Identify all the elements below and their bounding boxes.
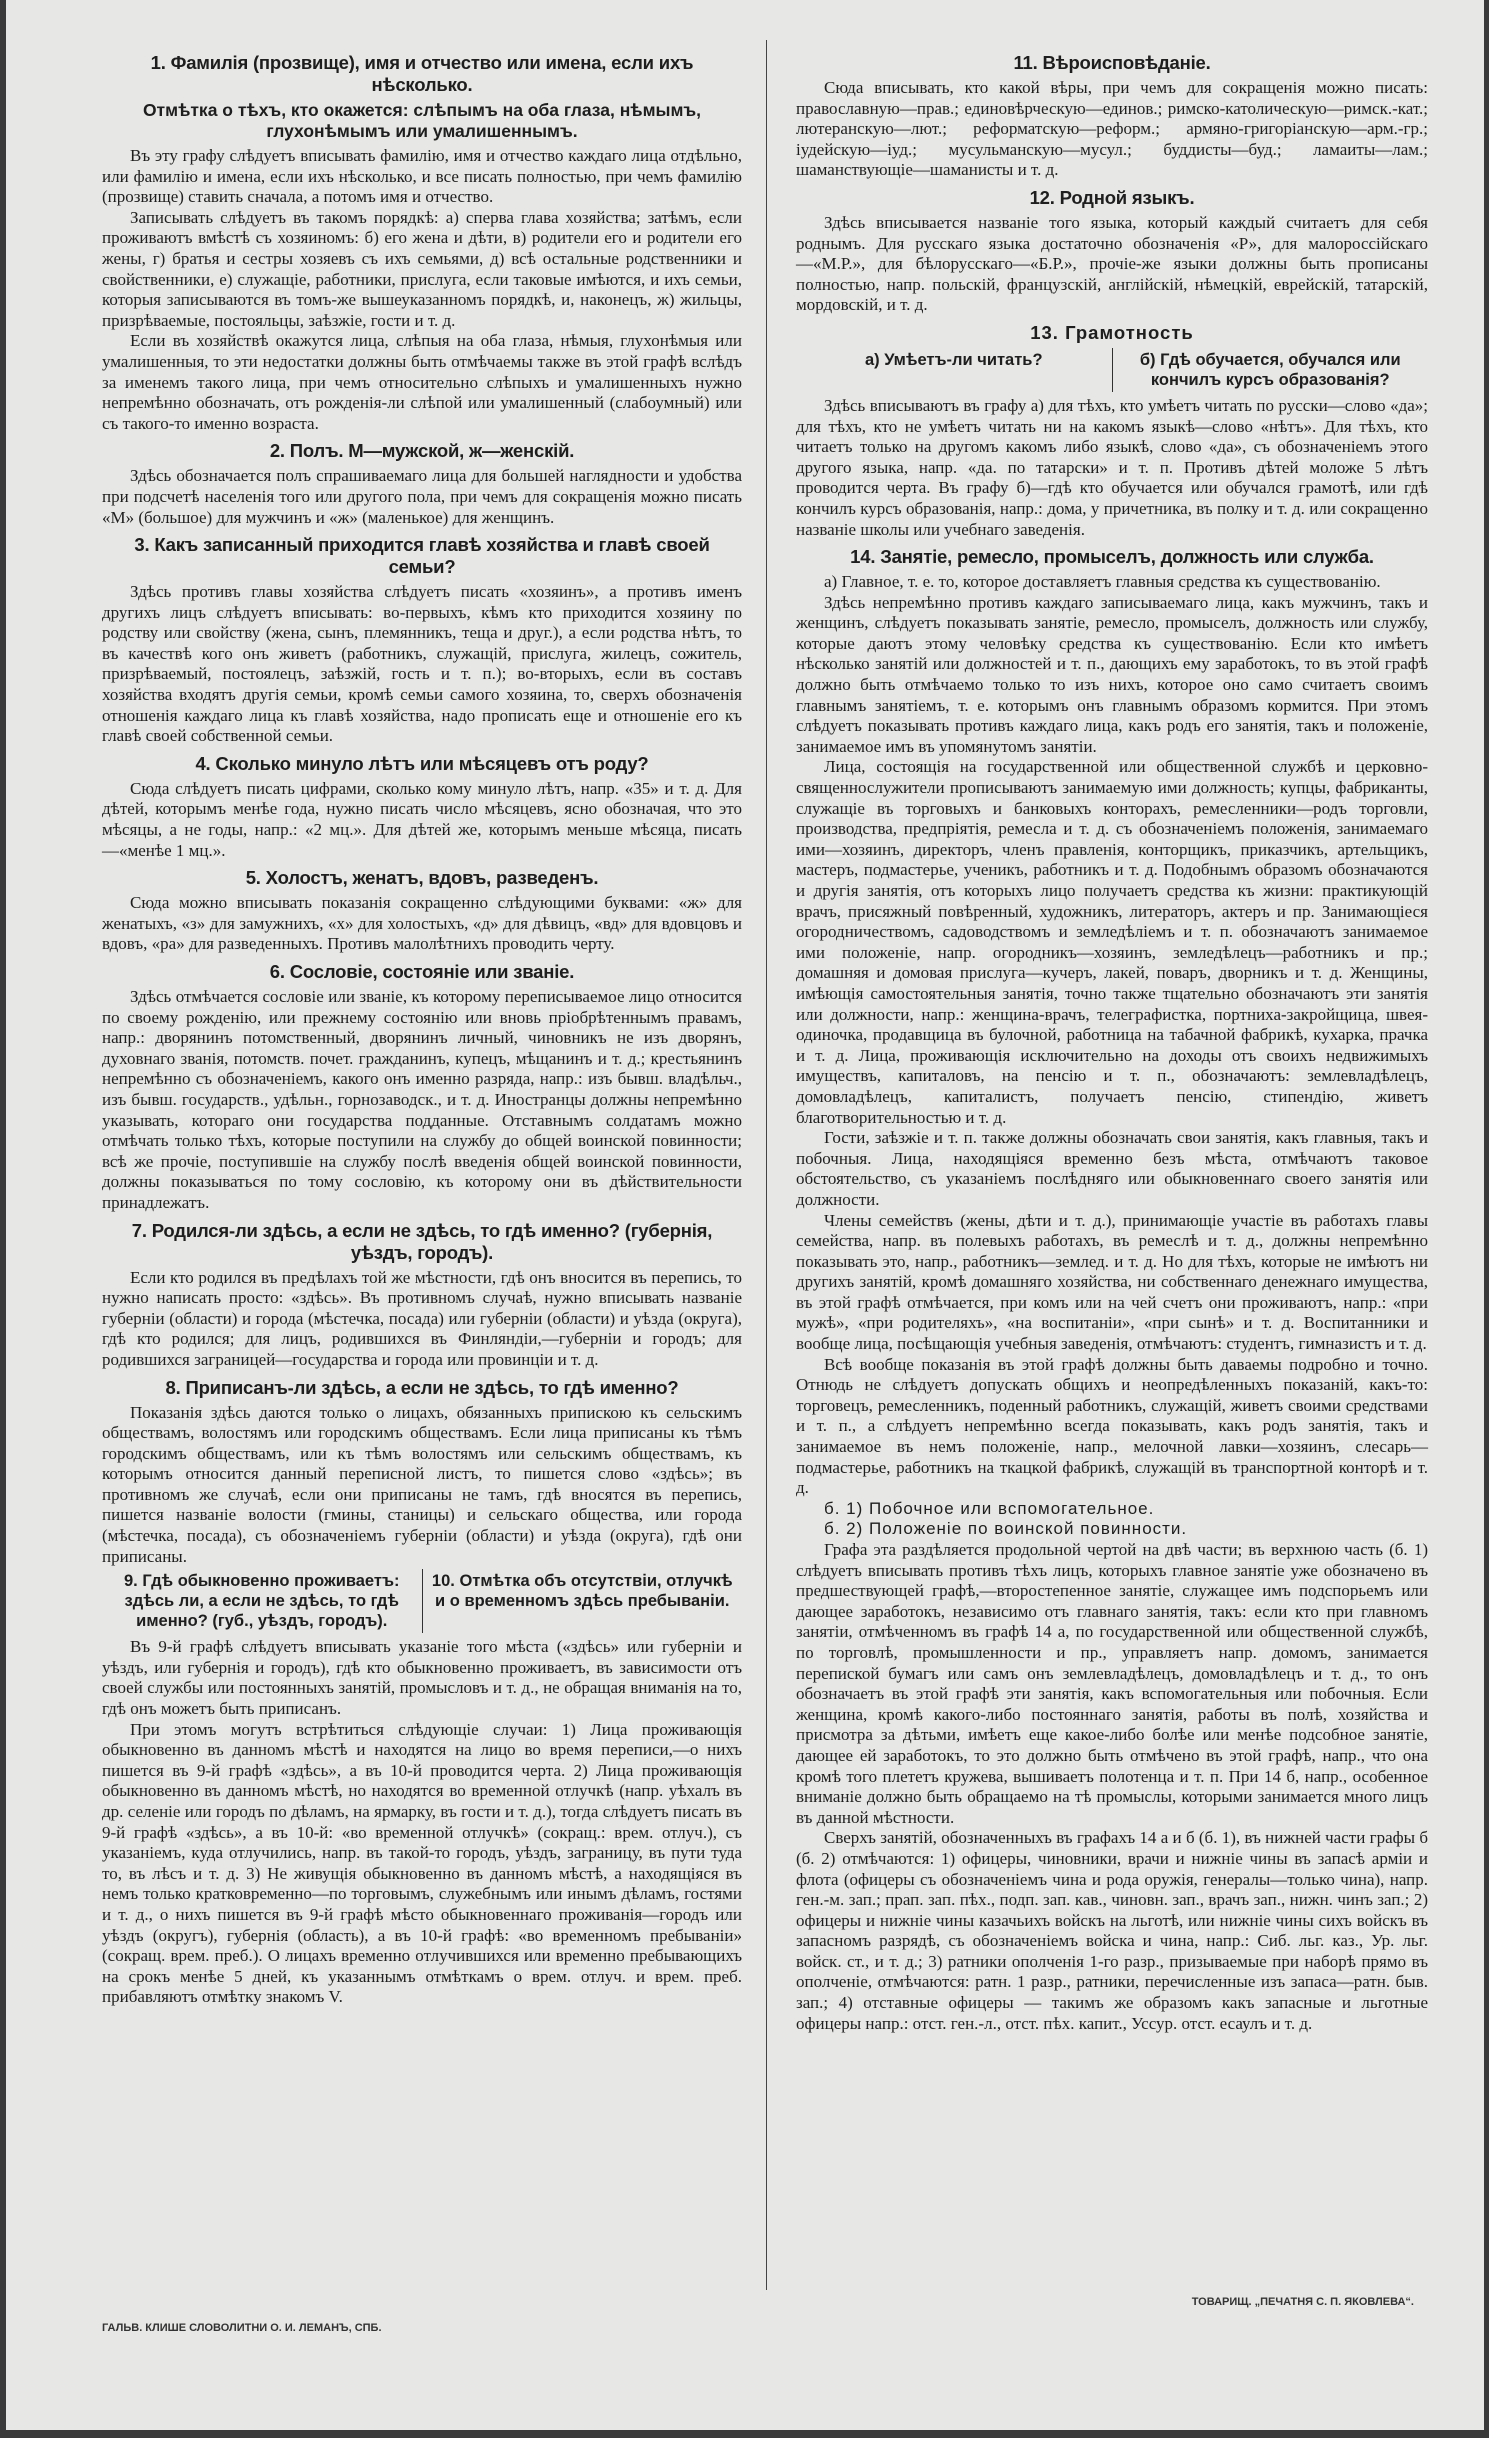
paragraph: Сюда можно вписывать показанія сокращенно слѣдующими буквами: «ж» для женатыхъ, «з» для замужнихъ, «х» для холостыхъ, «д» для дѣвицъ, «вд» для вдовцовъ и вдовъ, «ра» для разведенныхъ. Противъ малолѣтнихъ проводить черту. xyxy=(102,893,742,954)
paragraph: Здѣсь непремѣнно противъ каждаго записываемаго лица, какъ мужчинъ, такъ и женщинъ, слѣдуетъ показывать занятіе, ремесло, промыселъ, должность или службу, которые даютъ этому человѣку средства къ существованію. Если кто имѣетъ нѣсколько занятій или должностей и т. п., дающихъ ему заработокъ, то въ этой графѣ должно быть отмѣчаемо только то изъ нихъ, которое оно само считаетъ своимъ главнымъ занятіемъ, т. е. которымъ онъ главнымъ образомъ кормится. При этомъ слѣдуетъ показывать противъ каждаго лица, какъ родъ его занятія, такъ и положеніе, занимаемое имъ въ упомянутомъ занятіи. xyxy=(796,592,1428,756)
paragraph: Сюда слѣдуетъ писать цифрами, сколько кому минуло лѣтъ, напр. «35» и т. д. Для дѣтей, которымъ менѣе года, нужно писать число мѣсяцевъ, ясно обозначая, что это мѣсяцы, а не годы, напр.: «2 мц.». Для дѣтей же, которымъ меньше мѣсяца, писать—«менѣе 1 мц.». xyxy=(102,778,742,860)
section-1-heading: 1. Фамилія (прозвище), имя и отчество или имена, если ихъ нѣсколько. xyxy=(150,52,694,95)
section-13-heading: 13. Грамотность xyxy=(1030,321,1194,343)
paragraph: Здѣсь обозначается полъ спрашиваемаго лица для большей наглядности и удобства при подсчетѣ населенія того или другого пола, при чемъ для сокращенія можно писать «М» (большое) для мужчинъ и «ж» (маленькое) для женщинъ. xyxy=(102,466,742,527)
paragraph: Сверхъ занятій, обозначенныхъ въ графахъ 14 а и б (б. 1), въ нижней части графы б (б. 2) отмѣчаются: 1) офицеры, чиновники, врачи и нижніе чины въ запасѣ арміи и флота (офицеры съ обозначеніемъ чина и рода оружія, генералы—только чина), напр. ген.-м. зап.; прап. зап. пѣх., подп. зап. кав., чиновн. зап., врачъ зап., нижн. чинъ зап.; 2) офицеры и нижніе чины казачьихъ войскъ на льготѣ, или нижніе чины сихъ войскъ въ запасномъ разрядѣ, съ обозначеніемъ войска и чина, напр.: Сиб. льг. каз., Ур. льг. войск. ст., и т. д.; 3) ратники ополченія 1-го разр., призываемые при наборѣ прямо въ ополченіе, отмѣчаются: ратн. 1 разр., ратники, перечисленные изъ запаса—ратн. быв. зап.; 4) отставные офицеры — такимъ же образомъ какъ запасные и льготные офицеры напр.: отст. ген.-л., отст. пѣх. капит., Уссур. отст. есаулъ и т. д. xyxy=(796,1828,1428,2033)
paragraph: Гости, заѣзжіе и т. п. также должны обозначать свои занятія, какъ главныя, такъ и побочныя. Лица, находящіяся временно безъ мѣста, отмѣчаютъ таковое обстоятельство, съ указаніемъ послѣдняго или обыкновеннаго своего занятія или должности. xyxy=(796,1128,1428,1209)
section-4-heading: 4. Сколько минуло лѣтъ или мѣсяцевъ отъ роду? xyxy=(195,752,649,774)
section-14-heading: 14. Занятіе, ремесло, промыселъ, должность или служба. xyxy=(850,546,1374,568)
section-10-heading: 10. Отмѣтка объ отсутствіи, отлучкѣ и о временномъ здѣсь пребываніи. xyxy=(422,1569,743,1633)
left-column xyxy=(102,46,742,2008)
section-11-heading: 11. Вѣроисповѣданіе. xyxy=(1013,52,1211,73)
section-8-heading: 8. Приписанъ-ли здѣсь, а если не здѣсь, то гдѣ именно? xyxy=(165,1376,679,1398)
subsection-b1: б. 1) Побочное или вспомогательное. xyxy=(824,1498,1155,1518)
paragraph: Здѣсь отмѣчается сословіе или званіе, къ которому переписываемое лицо относится по своему рожденію, или прежнему состоянію или вновь пріобрѣтеннымъ правамъ, напр.: дворянинъ потомственный, дворянинъ личный, чиновникъ не изъ дворянъ, духовнаго званія, потомств. почет. гражданинъ, купецъ, мѣщанинъ и т. д.; крестьянинъ непремѣнно съ обозначеніемъ, какого онъ именно разряда, напр.: изъ бывш. владѣльч., изъ бывш. государств., удѣльн., горнозаводск., и т. д. Иностранцы должны непремѣнно указывать, котораго они государства подданные. Отставнымъ солдатамъ можно отмѣчать только тѣхъ, которые поступили на службу до общей воинской повинности; всѣ же прочіе, поступившіе на службу послѣ введенія общей воинской повинности, должны показываться по тому сословію, къ которому они въ дѣйствительности принадлежатъ. xyxy=(102,987,742,1212)
section-2-heading: 2. Полъ. М—мужской, ж—женскій. xyxy=(269,440,575,462)
footer-engraver-credit: ГАЛЬВ. КЛИШЕ СЛОВОЛИТНИ О. И. ЛЕМАНЪ, СПБ. xyxy=(102,2322,382,2334)
section-1-subheading: Отмѣтка о тѣхъ, кто окажется: слѣпымъ на оба глаза, нѣмымъ, глухонѣмымъ или умалишеннымъ. xyxy=(142,100,702,141)
section-7-heading: 7. Родился-ли здѣсь, а если не здѣсь, то гдѣ именно? (губернія, уѣздъ, городъ). xyxy=(131,1219,713,1263)
document-page xyxy=(6,0,1484,2430)
right-column xyxy=(796,46,1428,2034)
paragraph: Если кто родился въ предѣлахъ той же мѣстности, гдѣ онъ вносится въ перепись, то нужно написать просто: «здѣсь». Въ противномъ случаѣ, нужно вписывать названіе губерніи (области) и города (мѣстечка, посада) или губерніи (области) и уѣзда (округа), гдѣ кто родился; для лицъ, родившихся въ Финляндіи,—губерніи и городъ; для родившихся заграницей—государства и города или провинціи и т. д. xyxy=(102,1267,742,1369)
paragraph: Здѣсь вписывается названіе того языка, который каждый считаетъ для себя роднымъ. Для русскаго языка достаточно обозначенія «Р», для малороссійскаго—«М.Р.», для бѣлорусскаго—«Б.Р.», прочіе-же языки должны быть прописаны полностью, напр. польскій, французскій, англійскій, нѣмецкій, еврейскій, татарскій, мордовскій, и т. д. xyxy=(796,212,1428,315)
paragraph: Если въ хозяйствѣ окажутся лица, слѣпыя на оба глаза, нѣмыя, глухонѣмыя или умалишенныя, то эти недостатки должны быть отмѣчаемы также въ этой графѣ вслѣдъ за именемъ такого лица, при чемъ относительно слѣпыхъ и умалишенныхъ нужно непремѣнно обозначать, отъ рожденія-ли слѣпой или умалишенный (слабоумный) или съ такого-то именно возраста. xyxy=(102,331,742,433)
paragraph: Здѣсь вписываютъ въ графу а) для тѣхъ, кто умѣетъ читать по русски—слово «да»; для тѣхъ, кто не умѣетъ читать ни на какомъ языкѣ—слово «нѣтъ». Для тѣхъ, кто читаетъ только на другомъ какомъ либо языкѣ, слово «да», съ обозначеніемъ этого другого языка, напр. «да. по татарски» и т. п. Противъ дѣтей моложе 5 лѣтъ проводится черта. Въ графу б)—гдѣ кто обучается или обучался грамотѣ, или гдѣ кончилъ курсъ образованія, напр.: дома, у причетника, въ полку и т. д. или сокращенно названіе школы или учебнаго заведенія. xyxy=(796,395,1428,539)
paragraph: Показанія здѣсь даются только о лицахъ, обязанныхъ припискою къ сельскимъ обществамъ, волостямъ или городскимъ обществамъ. Если лица приписаны къ тѣмъ городскимъ обществамъ, или къ тѣмъ волостямъ или сельскимъ обществамъ, къ которымъ относится данный переписной листъ, то пишется слово «здѣсь»; въ противномъ же случаѣ, если они приписаны не тамъ, гдѣ вносятся въ перепись, пишется названіе волости (гмины, станицы) и сельскаго общества, или города (мѣстечка, посада), съ обозначеніемъ губерніи (области) и уѣзда (округа), гдѣ они приписаны. xyxy=(102,1402,742,1566)
paragraph: Графа эта раздѣляется продольной чертой на двѣ части; въ верхнюю часть (б. 1) слѣдуетъ вписывать противъ тѣхъ лицъ, которыхъ главное занятіе уже обозначено въ предшествующей графѣ,—второстепенное занятіе, служащее имъ подспорьемъ или дающее заработокъ, независимо отъ главнаго занятія, такъ: если кто при главномъ занятіи, отмѣченномъ въ графѣ 14 а, по государственной или общественной службѣ, по торговлѣ, промышленности и пр., управляетъ напр. домомъ, занимается перепиской бумагъ или самъ онъ землевладѣлецъ, домовладѣлецъ и т. д., то онъ обозначаетъ въ этой графѣ эти занятія, какъ вспомогательныя или побочныя. Если женщина, кромѣ какого-либо постояннаго занятія, работы въ полѣ, хозяйства и присмотра за дѣтьми, имѣетъ еще какое-либо болѣе или менѣе подсобное занятіе, дающее ей заработокъ, то это должно быть отмѣчено въ этой графѣ, напр., что она кромѣ того плететъ кружева, вышиваетъ полотенца и т. п. При 14 б, напр., особенное вниманіе должно быть обращаемо на тѣ промыслы, которыми занимается много лицъ въ данной мѣстности. xyxy=(796,1540,1428,1827)
paragraph: Въ 9-й графѣ слѣдуетъ вписывать указаніе того мѣста («здѣсь» или губерніи и уѣздъ, или губернія и городъ), гдѣ кто обыкновенно проживаетъ, въ зависимости отъ своей службы или постоянныхъ занятій, промысловъ и т. д., не обращая вниманія на то, гдѣ онъ можетъ быть приписанъ. xyxy=(102,1637,742,1719)
paragraph: Въ эту графу слѣдуетъ вписывать фамилію, имя и отчество каждаго лица отдѣльно, или фамилію и имена, если ихъ нѣсколько, и все писать полностью, при чемъ фамилію (прозвище) ставить сначала, а потомъ имя и отчество. xyxy=(102,146,742,207)
paragraph: При этомъ могутъ встрѣтиться слѣдующіе случаи: 1) Лица проживающія обыкновенно въ данномъ мѣстѣ и находятся на лицо во время переписи,—о нихъ пишется въ 9-й графѣ «здѣсь», а въ 10-й проводится черта. 2) Лица проживающія обыкновенно въ данномъ мѣстѣ, но находятся во временной отлучкѣ (напр. уѣхалъ въ др. селеніе или городъ по дѣламъ, на ярмарку, въ гости и т. д.), тогда слѣдуетъ писать въ 9-й графѣ «здѣсь», а въ 10-й: «во временной отлучкѣ» (сокращ.: врем. отлуч.), съ указаніемъ, куда отлучились, напр. въ такой-то городъ, уѣздъ, заграницу, въ пути туда то, въ лѣсъ и т. д. 3) Не живущія обыкновенно въ данномъ мѣстѣ, а находящіяся въ немъ только кратковременно—по торговымъ, служебнымъ или инымъ дѣламъ, гостями и т. д., о нихъ пишется въ 9-й графѣ мѣсто обыкновеннаго проживанія—городъ или уѣздъ (округъ), губернія (область), а въ 10-й графѣ: «во временномъ пребываніи» (сокращ. врем. преб.). О лицахъ временно отлучившихся или временно пребывающихъ на срокъ менѣе 5 дней, къ указаннымъ отмѣткамъ о врем. отлуч. и врем. преб. прибавляютъ отмѣтку знакомъ V. xyxy=(102,1719,742,2007)
section-13-subheadings xyxy=(796,348,1428,392)
section-13a-heading: а) Умѣетъ-ли читать? xyxy=(864,350,1043,369)
paragraph: Записывать слѣдуетъ въ такомъ порядкѣ: а) сперва глава хозяйства; затѣмъ, если проживаютъ вмѣстѣ съ хозяиномъ: б) его жена и дѣти, в) родители его и родители его жены, г) братья и сестры хозяевъ съ ихъ семьями, д) всѣ остальные родственники и свойственники, е) служащіе, работники, прислуга, если таковые имѣются, и ихъ семьи, которыя записываются въ томъ-же вышеуказанномъ порядкѣ, и, наконецъ, ж) жильцы, призрѣваемые, постояльцы, заѣзжіе, гости и т. д. xyxy=(102,207,742,330)
section-5-heading: 5. Холостъ, женатъ, вдовъ, разведенъ. xyxy=(245,867,599,889)
paragraph: Всѣ вообще показанія въ этой графѣ должны быть даваемы подробно и точно. Отнюдь не слѣдуетъ допускать общихъ и неопредѣленныхъ показаній, какъ-то: торговецъ, ремесленникъ, поденный работникъ, служащій, живетъ своими средствами и т. п., а слѣдуетъ непремѣнно всегда показывать, какъ родъ занятія, такъ и занимаемое въ немъ положеніе, напр., мелочной лавки—хозяинъ, слесарь—подмастерье, работникъ на ткацкой фабрикѣ, служащій въ транспортной конторѣ и т. д. xyxy=(796,1354,1428,1498)
section-9-heading: 9. Гдѣ обыкновенно проживаетъ: здѣсь ли, а если не здѣсь, то гдѣ именно? (губ., уѣздъ, городъ). xyxy=(124,1572,400,1631)
column-divider xyxy=(766,40,767,2290)
section-6-heading: 6. Сословіе, состояніе или званіе. xyxy=(269,961,575,982)
subsection-b2: б. 2) Положеніе по воинской повинности. xyxy=(824,1519,1188,1539)
section-12-heading: 12. Родной языкъ. xyxy=(1029,186,1195,208)
paragraph: Здѣсь противъ главы хозяйства слѣдуетъ писать «хозяинъ», а противъ именъ другихъ лицъ слѣдуетъ вписывать: во-первыхъ, кѣмъ кто приходится хозяину по родству или свойству (жена, сынъ, племянникъ, теща и друг.), а если родства нѣтъ, то въ качествѣ кого онъ живетъ (работникъ, служащій, прислуга, жилецъ, сожитель, призрѣваемый, постоялецъ, заѣзжій, гость и т. п.); во-вторыхъ, если въ составъ хозяйства входятъ другія семьи, кромѣ семьи самого хозяина, то, сверхъ обозначенія отношенія каждаго лица къ главѣ хозяйства, надо прописать еще и отношеніе его къ главѣ своей собственной семьи. xyxy=(102,582,742,746)
section-9-10-headings xyxy=(102,1569,742,1633)
footer-printer-credit: ТОВАРИЩ. „ПЕЧАТНЯ С. П. ЯКОВЛЕВА“. xyxy=(1191,2296,1414,2308)
paragraph: Сюда вписывать, кто какой вѣры, при чемъ для сокращенія можно писать: православную—прав.; единовѣрческую—единов.; римско-католическую—римск.-кат.; лютеранскую—лют.; реформатскую—реформ.; армяно-григоріанскую—арм.-гр.; іудейскую—іуд.; мусульманскую—мусул.; буддисты—буд.; ламаиты—лам.; шаманствующіе—шаманисты и т. д. xyxy=(796,78,1428,180)
paragraph: а) Главное, т. е. то, которое доставляетъ главныя средства къ существованію. xyxy=(824,572,1381,592)
section-3-heading: 3. Какъ записанный приходится главѣ хозяйства и главѣ своей семьи? xyxy=(134,534,710,578)
paragraph: Лица, состоящія на государственной или общественной службѣ и церковно-священнослужители прописываютъ занимаемую ими должность; купцы, фабриканты, служащіе въ торговыхъ и банковыхъ конторахъ, ремесленники—родъ торговли, производства, предпріятія, ремесла и т. д. съ обозначеніемъ положенія, занимаемаго ими—хозяинъ, директоръ, членъ правленія, конторщикъ, приказчикъ, артельщикъ, мастеръ, подмастерье, ученикъ, работникъ и т. д. Подобнымъ образомъ обозначаются и другія занятія, отъ которыхъ лицо получаетъ средства къ жизни: практикующій врачъ, присяжный повѣренный, художникъ, литераторъ, актеръ и пр. Занимающіеся огородничествомъ, садоводствомъ и земледѣліемъ и т. п. обозначаютъ занимаемое ими положеніе, напр. огородникъ—хозяинъ, земледѣлецъ—работникъ и пр.; домашняя и домовая прислуга—кучеръ, лакей, поваръ, дворникъ и т. д. Женщины, имѣющія самостоятельныя занятія, точно также тщательно обозначаютъ эти занятія или должности, напр.: женщина-врачъ, телеграфистка, портниха-закройщица, швея-одиночка, продавщица въ булочной, работница на табачной фабрикѣ, кухарка, прачка и т. д. Лица, проживающія исключительно на доходы отъ своихъ недвижимыхъ имуществъ, капиталовъ, на пенсію и т. п., обозначаютъ: землевладѣлецъ, домовладѣлецъ, капиталистъ, получаетъ пенсію, стипендію, живетъ благотворительностью и т. д. xyxy=(796,757,1428,1127)
section-13b-heading: б) Гдѣ обучается, обучался или кончилъ курсъ образованія? xyxy=(1112,348,1429,392)
paragraph: Члены семействъ (жены, дѣти и т. д.), принимающіе участіе въ работахъ главы семейства, напр. въ полевыхъ работахъ, въ ремеслѣ и т. д., должны непремѣнно показывать это, напр., работникъ—землед. и т. д. Но для тѣхъ, которые не имѣютъ ни другихъ занятій, кромѣ домашняго хозяйства, ни собственнаго денежнаго имущества, въ этой графѣ отмѣчается, при комъ или на чей счетъ они проживаютъ, напр.: «при мужѣ», «при родителяхъ», «на воспитаніи», «при сынѣ» и т. д. Воспитанники и вообще лица, посѣщающія учебныя заведенія, отмѣчаютъ: студентъ, гимназистъ и т. д. xyxy=(796,1210,1428,1354)
